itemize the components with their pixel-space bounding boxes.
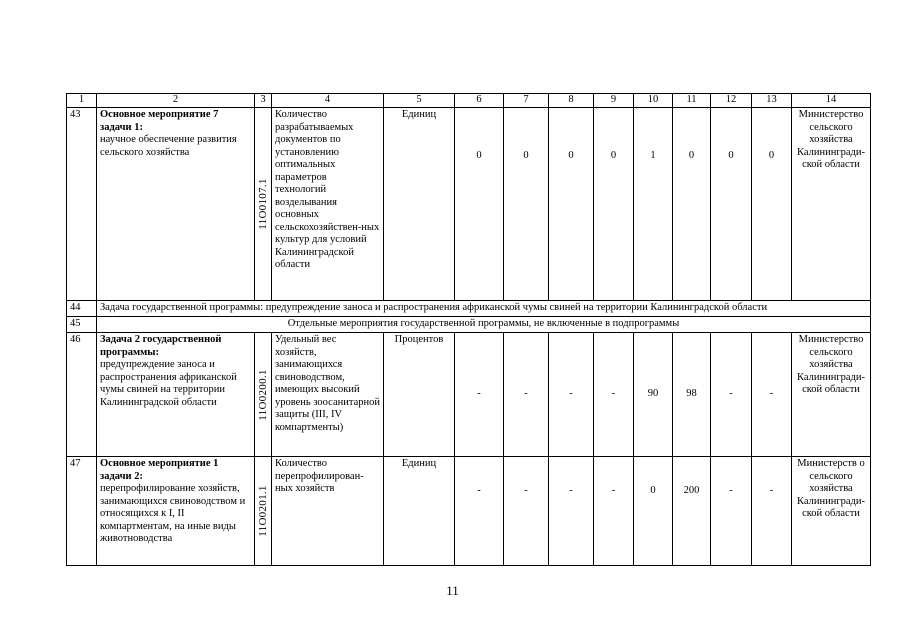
- unit-cell: Процентов: [384, 333, 455, 457]
- col-header: 5: [384, 94, 455, 108]
- row-number: 47: [67, 457, 97, 566]
- table-row: [67, 317, 871, 333]
- value-cell: 200: [673, 457, 711, 566]
- col-header: 10: [634, 94, 673, 108]
- value-cell: -: [711, 457, 752, 566]
- row-number: 45: [67, 317, 97, 333]
- col-header: 13: [752, 94, 792, 108]
- row-number: 44: [67, 301, 97, 317]
- unit-cell: Единиц: [384, 457, 455, 566]
- event-title: Основное мероприятие 1 задачи 2:: [100, 458, 219, 482]
- value-cell: -: [594, 333, 634, 457]
- code-cell: [255, 108, 272, 301]
- code-text: 11О0200.1: [256, 368, 269, 421]
- event-title: Основное мероприятие 7 задачи 1:: [100, 109, 219, 133]
- col-header: 7: [504, 94, 549, 108]
- event-title: Задача 2 государственной программы:: [100, 334, 222, 358]
- code-cell: [255, 333, 272, 457]
- value-cell: 98: [673, 333, 711, 457]
- unit-cell: Единиц: [384, 108, 455, 301]
- event-description: перепрофилирование хозяйств, занимающихся свиноводством и относящихся к I, II компартментам, на иные виды животноводства: [100, 483, 246, 544]
- value-cell: -: [455, 333, 504, 457]
- row-number: 43: [67, 108, 97, 301]
- value-cell: 0: [549, 108, 594, 301]
- section-title: Отдельные мероприятия государственной программы, не включенные в подпрограммы: [97, 317, 871, 333]
- table-row: [67, 301, 871, 317]
- col-header: 1: [67, 94, 97, 108]
- value-cell: 0: [634, 457, 673, 566]
- event-cell: [97, 457, 255, 566]
- col-header: 8: [549, 94, 594, 108]
- col-header: 6: [455, 94, 504, 108]
- value-cell: 0: [673, 108, 711, 301]
- indicator-cell: Количество разрабатываемых документов по установлению оптимальных параметров технологий возделывания основных сельскохозяйствен-ных культур для условий Калининградской области: [272, 108, 384, 301]
- value-cell: -: [549, 333, 594, 457]
- code-text: 11О0201.1: [256, 485, 269, 537]
- value-cell: -: [752, 457, 792, 566]
- indicator-cell: Количество перепрофилирован-ных хозяйств: [272, 457, 384, 566]
- value-cell: 90: [634, 333, 673, 457]
- table-row: [67, 333, 871, 457]
- value-cell: -: [752, 333, 792, 457]
- col-header: 3: [255, 94, 272, 108]
- value-cell: 0: [711, 108, 752, 301]
- col-header: 14: [792, 94, 871, 108]
- value-cell: -: [594, 457, 634, 566]
- value-cell: -: [455, 457, 504, 566]
- event-cell: [97, 333, 255, 457]
- event-description: научное обеспечение развития сельского хозяйства: [100, 134, 237, 158]
- value-cell: 1: [634, 108, 673, 301]
- value-cell: 0: [504, 108, 549, 301]
- value-cell: 0: [752, 108, 792, 301]
- event-cell: [97, 108, 255, 301]
- col-header: 9: [594, 94, 634, 108]
- col-header: 11: [673, 94, 711, 108]
- program-table: [66, 93, 871, 566]
- value-cell: 0: [594, 108, 634, 301]
- value-cell: -: [711, 333, 752, 457]
- table-row: [67, 457, 871, 566]
- code-text: 11О0107.1: [256, 178, 269, 230]
- col-header: 12: [711, 94, 752, 108]
- responsible-cell: Министерство сельского хозяйства Калинингради-ской области: [792, 108, 871, 301]
- responsible-cell: Министерств о сельского хозяйства Калинингради-ской области: [792, 457, 871, 566]
- value-cell: -: [504, 333, 549, 457]
- value-cell: -: [549, 457, 594, 566]
- page-number: 11: [446, 583, 459, 598]
- code-cell: [255, 457, 272, 566]
- col-header: 4: [272, 94, 384, 108]
- section-title: Задача государственной программы: предупреждение заноса и распространения африканской чумы свиней на территории Калининградской области: [97, 301, 871, 317]
- responsible-cell: Министерство сельского хозяйства Калинингради-ской области: [792, 333, 871, 457]
- value-cell: -: [504, 457, 549, 566]
- event-description: предупреждение заноса и распространения африканской чумы свиней на территории Калининградской области: [100, 359, 237, 408]
- table-row: [67, 108, 871, 301]
- header-row: [67, 94, 871, 108]
- indicator-cell: Удельный вес хозяйств, занимающихся свиноводством, имеющих высокий уровень зоосанитарной защиты (III, IV компартменты): [272, 333, 384, 457]
- row-number: 46: [67, 333, 97, 457]
- value-cell: 0: [455, 108, 504, 301]
- col-header: 2: [97, 94, 255, 108]
